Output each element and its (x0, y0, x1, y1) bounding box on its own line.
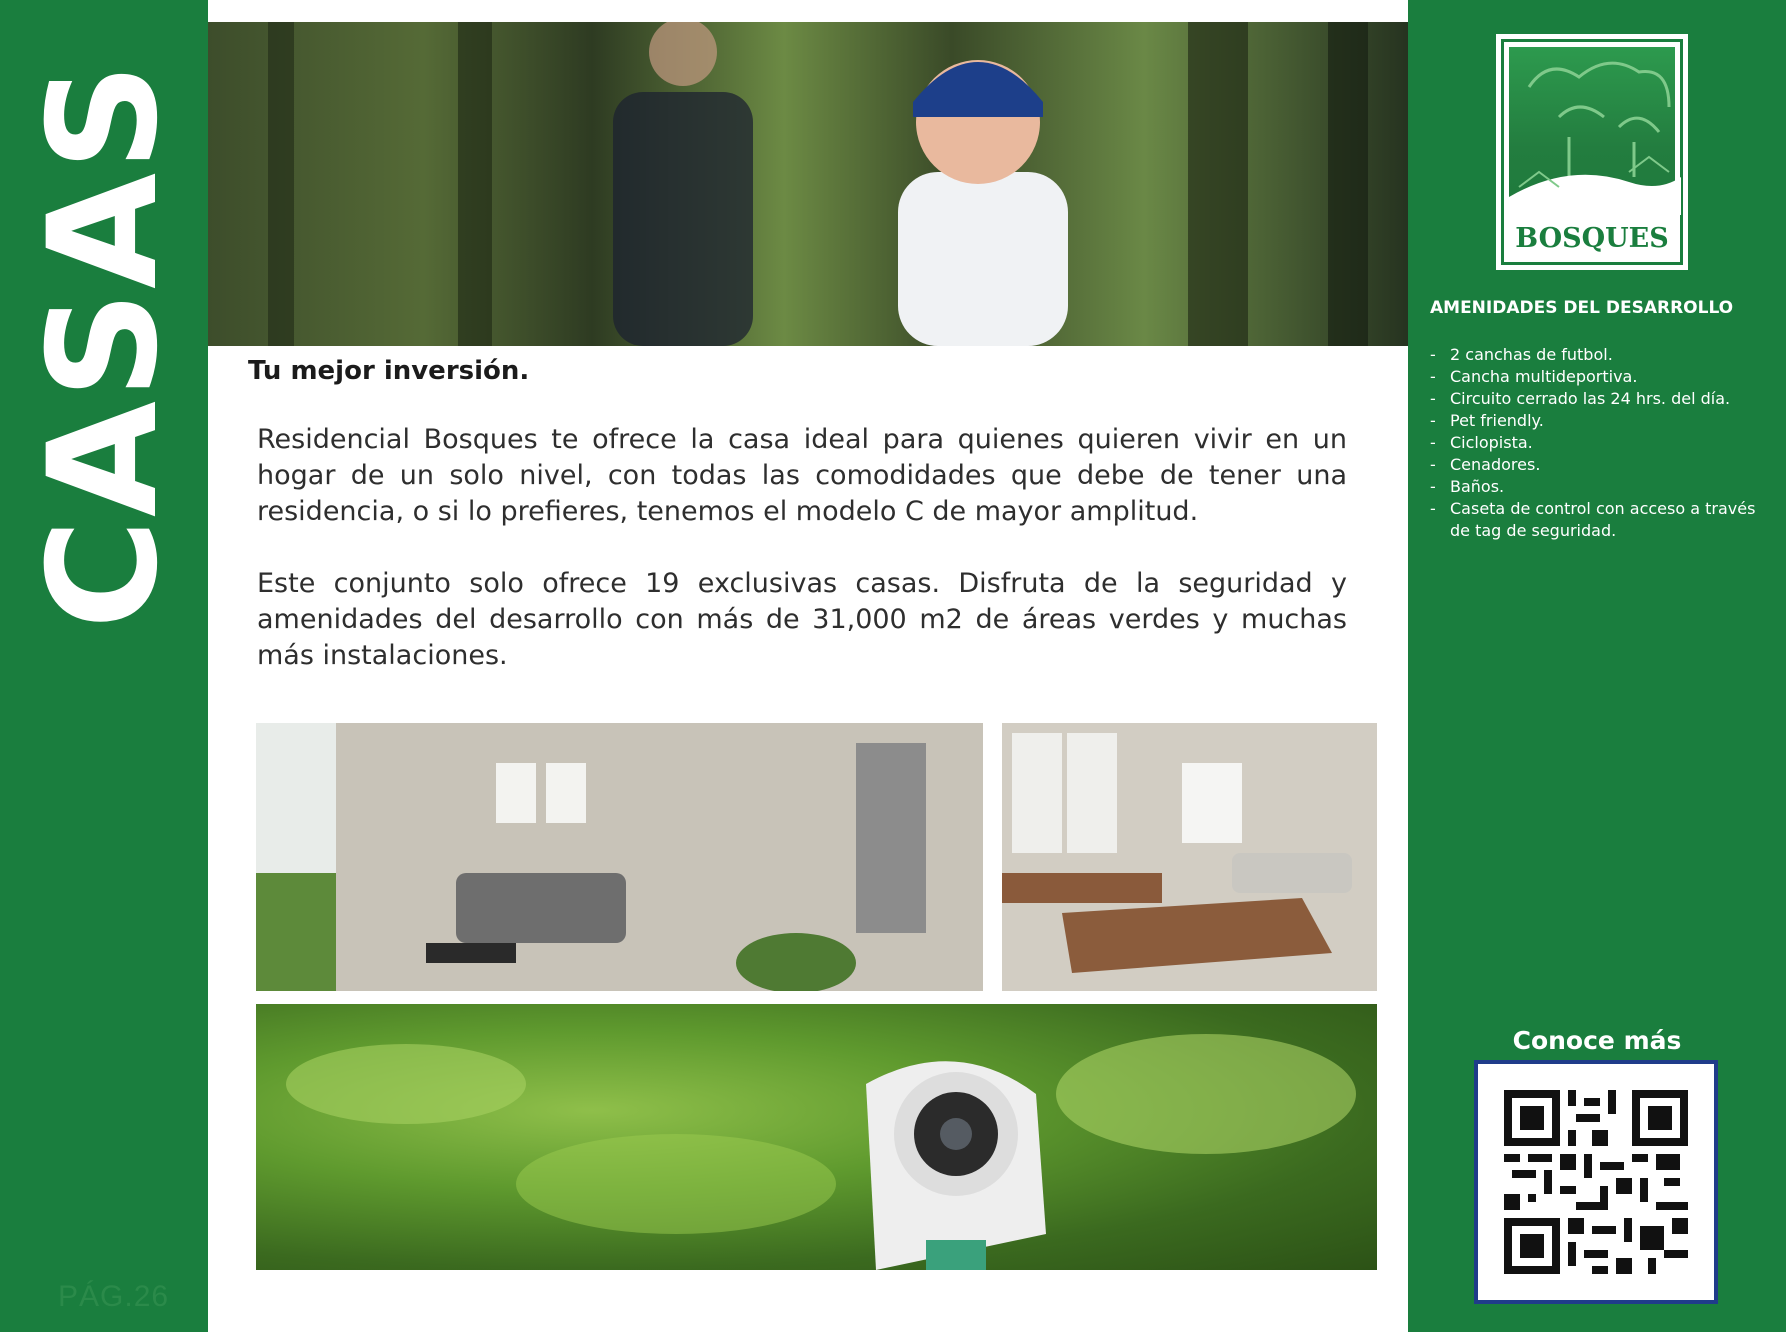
main-heading: Tu mejor inversión. (248, 356, 530, 386)
amenity-item: - Caseta de control con acceso a través de tag de seguridad. (1430, 499, 1756, 540)
amenity-item: - Baños. (1430, 477, 1505, 496)
amenity-item: - Cancha multideportiva. (1430, 367, 1638, 386)
hero-photo (208, 22, 1408, 346)
amenity-item: - 2 canchas de futbol. (1430, 345, 1613, 364)
qr-code[interactable] (1474, 1060, 1718, 1304)
amenity-item: - Circuito cerrado las 24 hrs. del día. (1430, 389, 1731, 408)
hero-illustration (208, 22, 1408, 346)
security-camera-photo (256, 1004, 1377, 1270)
page-number: PÁG.26 (58, 1280, 170, 1313)
security-camera-illustration (256, 1004, 1377, 1270)
tree-logo-icon (1509, 47, 1681, 215)
living-room-photo (256, 723, 983, 991)
details-paragraph: Este conjunto solo ofrece 19 exclusivas casas. Disfruta de la seguridad y amenidades del desarrollo con más de 31,000 m2 de áreas verdes y muchas más instalaciones. (257, 568, 1347, 671)
living-room-illustration (256, 723, 983, 991)
amenities-heading: AMENIDADES DEL DESARROLLO (1430, 298, 1734, 318)
bosques-logo (1496, 34, 1688, 270)
intro-paragraph: Residencial Bosques te ofrece la casa ideal para quienes quieren vivir en un hogar de un solo nivel, con todas las comodidades que debe de tener una residencia, o si lo prefieres, tenemos el modelo C de mayor amplitud. (257, 424, 1347, 527)
cta-label: Conoce más (1512, 1026, 1682, 1055)
amenity-item: - Cenadores. (1430, 455, 1541, 474)
qr-code-icon (1504, 1090, 1688, 1274)
dining-room-illustration (1002, 723, 1377, 991)
amenity-item: - Ciclopista. (1430, 433, 1533, 452)
amenities-list (1430, 344, 1770, 542)
amenity-item: - Pet friendly. (1430, 411, 1544, 430)
dining-room-photo (1002, 723, 1377, 991)
left-sidebar (0, 0, 208, 1332)
section-title: CASAS (17, 60, 191, 630)
logo-wordmark: BOSQUES (1515, 223, 1669, 254)
